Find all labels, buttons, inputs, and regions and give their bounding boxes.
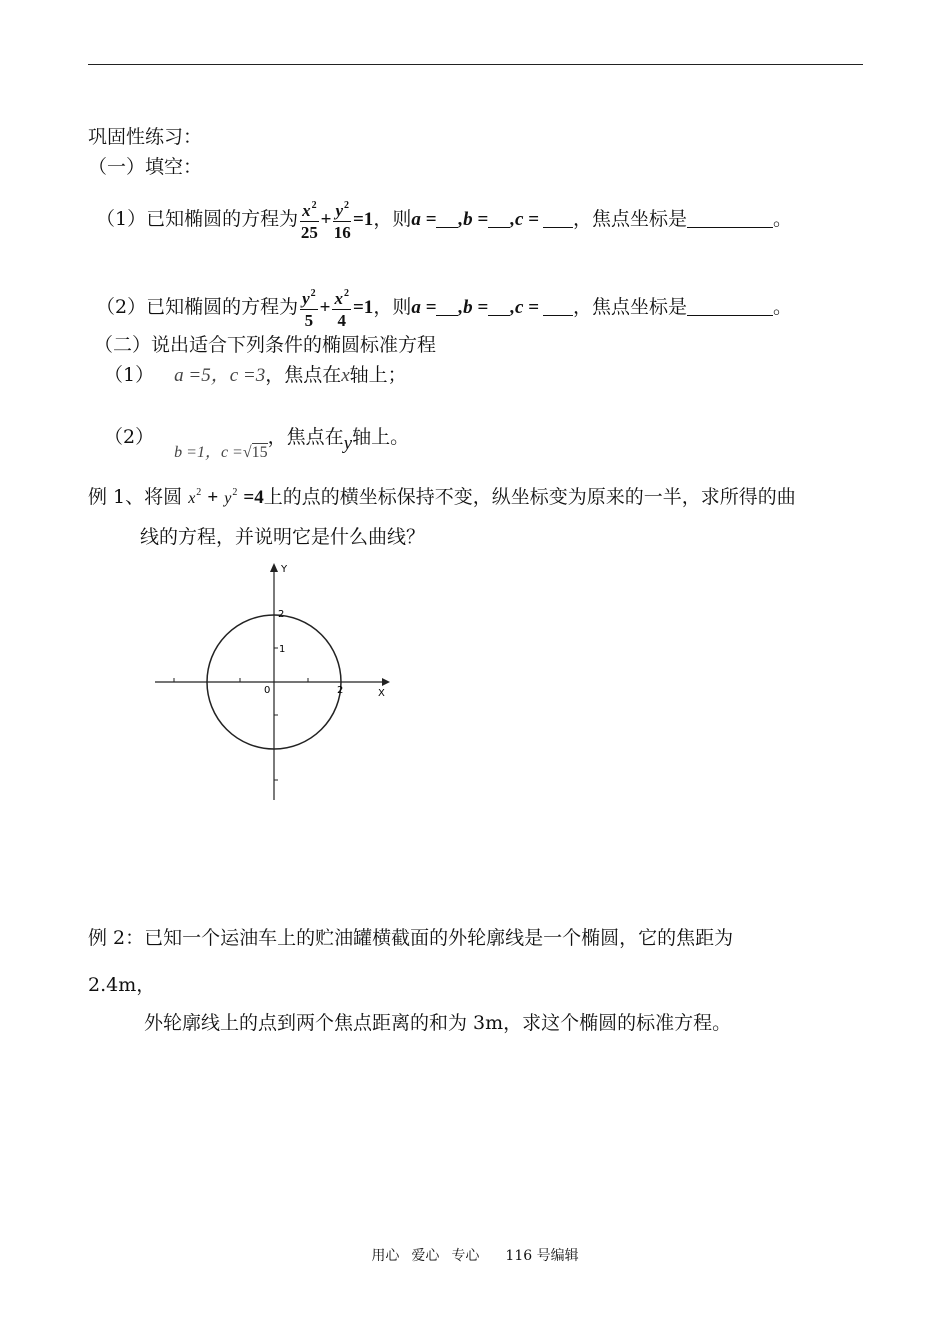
q2-focus-text: ，焦点坐标是: [573, 296, 688, 318]
q2-frac1-den: 5: [304, 311, 314, 330]
example2-line1: 例 2：已知一个运油车上的贮油罐横截面的外轮廓线是一个椭圆，它的焦距为: [88, 927, 734, 949]
header-rule: [88, 64, 863, 65]
y-tick-label-1: 1: [279, 644, 286, 655]
part2-q1: [104, 362, 407, 389]
q1-then: ，则: [373, 208, 412, 230]
p2q1-number: （1）: [104, 364, 155, 386]
p2q2-axis: y: [343, 433, 353, 454]
ex1-plus: +: [207, 487, 219, 508]
ex1-text: 上的点的横坐标保持不变，纵坐标变为原来的一半，求所得的曲: [263, 486, 796, 508]
p2q2-number: （2）: [104, 426, 155, 448]
p2q1-condition: a =5，c =3: [174, 365, 266, 386]
q2-text: 已知椭圆的方程为: [146, 296, 299, 318]
q1-b-label: ,b =: [458, 209, 489, 230]
p2q2-text2: 轴上。: [352, 426, 410, 448]
ex1-label: 例 1、将圆: [88, 486, 183, 508]
part1-q2: [96, 284, 792, 332]
q2-focus-blank[interactable]: [687, 297, 773, 316]
example2-line2: 2.4m，: [88, 974, 156, 996]
p2q2-sqrt-value: 15: [251, 444, 268, 461]
q2-frac2-num: x: [334, 289, 343, 308]
q2-c-label: ,c =: [510, 297, 539, 318]
sqrt-icon: √: [242, 444, 252, 461]
example1-line2: 线的方程，并说明它是什么曲线？: [140, 526, 426, 548]
q2-c-blank[interactable]: [543, 297, 573, 316]
q2-number: （2）: [96, 296, 147, 318]
ex1-rhs: =4: [243, 487, 264, 508]
ex1-y: y: [224, 490, 232, 507]
page-footer: [0, 1245, 950, 1265]
q2-b-blank[interactable]: [488, 297, 510, 316]
q1-a-blank[interactable]: [436, 209, 458, 228]
q2-a-blank[interactable]: [436, 297, 458, 316]
q2-plus: +: [319, 297, 331, 318]
q1-fraction-y: $\frac{y^2}{16}$: [333, 196, 351, 244]
p2q2-condition: [174, 444, 267, 461]
ex1-eq-y: $y^2$: [224, 487, 238, 507]
part1-heading: （一）填空：: [88, 156, 203, 178]
y-axis-arrow-icon: [270, 563, 278, 572]
q1-plus: +: [320, 209, 332, 230]
q2-fraction-y: $\frac{y^2}{5}$: [300, 284, 318, 332]
q1-eq: =1: [352, 209, 374, 230]
q1-c-label: ,c =: [510, 209, 539, 230]
q2-eq: =1: [352, 297, 374, 318]
q2-frac1-num: y: [302, 289, 310, 308]
y-axis-label: Y: [281, 564, 288, 575]
footer-b: 爱心: [411, 1248, 440, 1264]
x-axis-arrow-icon: [382, 678, 390, 686]
q2-end: 。: [773, 296, 793, 318]
q2-b-label: ,b =: [458, 297, 489, 318]
x-tick-label-2: 2: [337, 685, 344, 696]
q1-frac1-num: x: [302, 201, 311, 220]
q2-frac2-den: 4: [337, 311, 346, 330]
origin-label: 0: [264, 685, 271, 696]
part1-q1: [96, 196, 792, 244]
part2-heading: （二）说出适合下列条件的椭圆标准方程: [94, 334, 437, 356]
p2q2-text1: ，焦点在: [267, 426, 344, 448]
q2-then: ，则: [373, 296, 412, 318]
x-axis-label: X: [378, 688, 385, 699]
q1-b-blank[interactable]: [488, 209, 510, 228]
example2-line3: 外轮廓线上的点到两个焦点距离的和为 3m，求这个椭圆的标准方程。: [144, 1012, 732, 1034]
example1-line1: [88, 480, 796, 512]
q1-end: 。: [773, 208, 793, 230]
footer-c: 专心: [451, 1248, 480, 1264]
ex1-eq-x: $x^2$: [188, 487, 202, 507]
p2q1-text2: 轴上；: [349, 364, 407, 386]
q1-frac1-den: 25: [300, 223, 318, 242]
q1-number: （1）: [96, 208, 147, 230]
footer-d: 116 号编辑: [505, 1248, 579, 1264]
q1-text: 已知椭圆的方程为: [146, 208, 299, 230]
ex1-x: x: [188, 490, 196, 507]
section-title: 巩固性练习：: [88, 126, 203, 148]
p2q2-cond-text: b =1，c =: [174, 444, 243, 461]
q1-frac2-den: 16: [333, 223, 351, 242]
q1-a-label: a =: [411, 209, 437, 230]
part2-q2: [104, 424, 410, 461]
q1-c-blank[interactable]: [543, 209, 573, 228]
q1-focus-text: ，焦点坐标是: [573, 208, 688, 230]
q1-frac2-num: y: [335, 201, 343, 220]
circle-figure: [150, 560, 400, 810]
y-tick-label-2: 2: [278, 609, 285, 620]
footer-a: 用心: [371, 1248, 400, 1264]
q1-fraction-x: $\frac{x^2}{25}$: [300, 196, 319, 244]
q2-fraction-x: $\frac{x^2}{4}$: [332, 284, 351, 332]
q1-focus-blank[interactable]: [687, 209, 773, 228]
p2q1-text1: ，焦点在: [265, 364, 342, 386]
p2q1-axis: x: [341, 365, 350, 386]
q2-a-label: a =: [411, 297, 437, 318]
